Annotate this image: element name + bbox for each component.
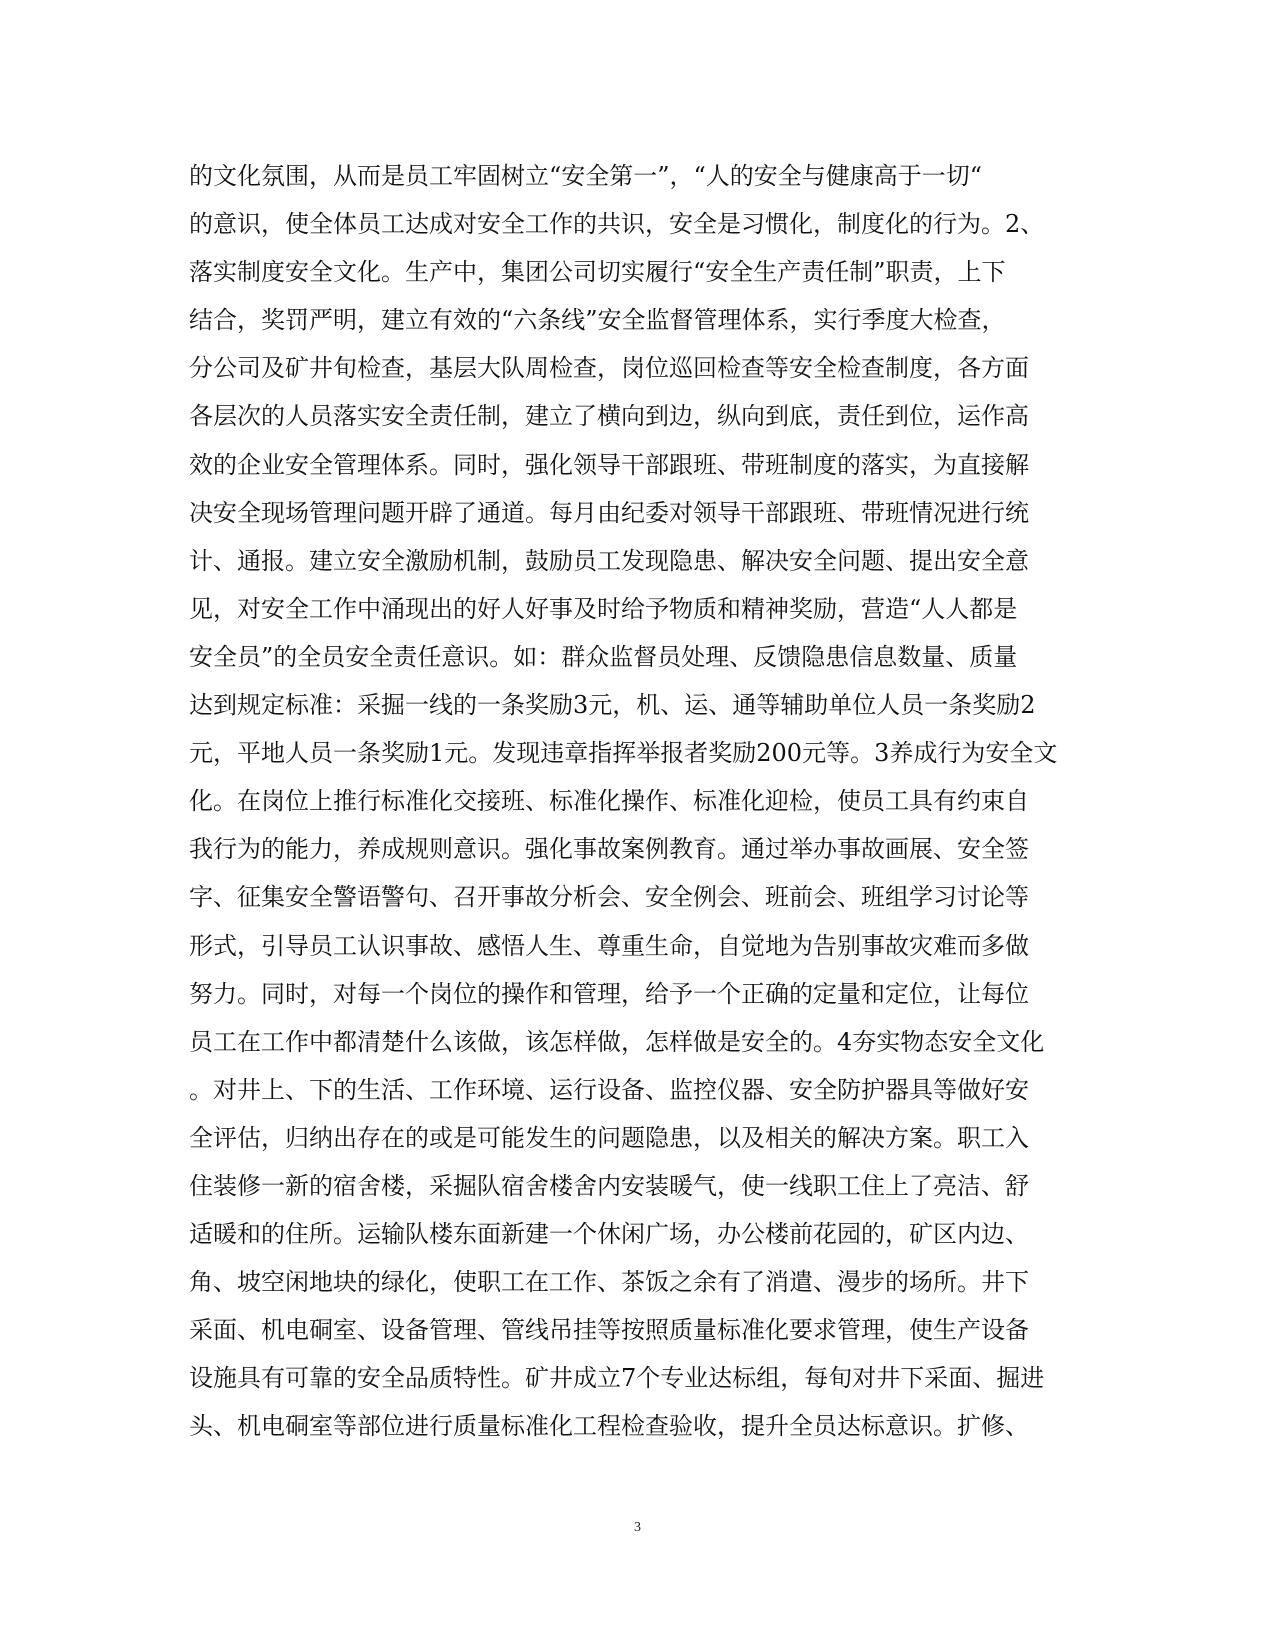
body-text	[189, 152, 1089, 1451]
text-line: 字、征集安全警语警句、召开事故分析会、安全例会、班前会、班组学习讨论等	[189, 883, 1029, 912]
text-line: 分公司及矿井旬检查，基层大队周检查，岗位巡回检查等安全检查制度，各方面	[189, 354, 1029, 383]
text-line: 全评估，归纳出存在的或是可能发生的问题隐患，以及相关的解决方案。职工入	[189, 1123, 1029, 1152]
text-line: 住装修一新的宿舍楼，采掘队宿舍楼舍内安装暖气，使一线职工住上了亮洁、舒	[189, 1171, 1029, 1200]
text-line: 化。在岗位上推行标准化交接班、标准化操作、标准化迎检，使员工具有约束自	[189, 787, 1029, 816]
text-line: 努力。同时，对每一个岗位的操作和管理，给予一个正确的定量和定位，让每位	[189, 979, 1029, 1008]
text-line: 安全员”的全员安全责任意识。如：群众监督员处理、反馈隐患信息数量、质量	[189, 642, 1018, 671]
text-line: 员工在工作中都清楚什么该做，该怎样做，怎样做是安全的。4夯实物态安全文化	[189, 1027, 1045, 1056]
text-line: 达到规定标准：采掘一线的一条奖励3元，机、运、通等辅助单位人员一条奖励2	[189, 691, 1036, 720]
text-line: 采面、机电硐室、设备管理、管线吊挂等按照质量标准化要求管理，使生产设备	[189, 1316, 1029, 1345]
text-line: 的意识，使全体员工达成对安全工作的共识，安全是习惯化，制度化的行为。2、	[189, 210, 1045, 239]
text-line: 我行为的能力，养成规则意识。强化事故案例教育。通过举办事故画展、安全签	[189, 835, 1029, 864]
text-line: 设施具有可靠的安全品质特性。矿井成立7个专业达标组，每旬对井下采面、掘进	[189, 1364, 1045, 1393]
text-line: 各层次的人员落实安全责任制，建立了横向到边，纵向到底，责任到位，运作高	[189, 402, 1029, 431]
text-line: 形式，引导员工认识事故、感悟人生、尊重生命，自觉地为告别事故灾难而多做	[189, 931, 1029, 960]
text-line: 决安全现场管理问题开辟了通道。每月由纪委对领导干部跟班、带班情况进行统	[189, 498, 1029, 527]
text-line: 。对井上、下的生活、工作环境、运行设备、监控仪器、安全防护器具等做好安	[189, 1075, 1029, 1104]
text-line: 角、坡空闲地块的绿化，使职工在工作、茶饭之余有了消遣、漫步的场所。井下	[189, 1268, 1029, 1297]
text-line: 的文化氛围，从而是员工牢固树立“安全第一”，“人的安全与健康高于一切“	[189, 162, 983, 190]
text-line: 元，平地人员一条奖励1元。发现违章指挥举报者奖励200元等。3养成行为安全文	[189, 739, 1058, 768]
page-number: 3	[634, 1520, 641, 1535]
text-line: 见，对安全工作中涌现出的好人好事及时给予物质和精神奖励，营造“人人都是	[189, 594, 1018, 623]
text-line: 计、通报。建立安全激励机制，鼓励员工发现隐患、解决安全问题、提出安全意	[189, 546, 1029, 575]
text-line: 结合，奖罚严明，建立有效的“六条线”安全监督管理体系，实行季度大检查，	[189, 306, 1006, 335]
text-line: 落实制度安全文化。生产中，集团公司切实履行“安全生产责任制”职责，上下	[189, 258, 1006, 287]
text-line: 效的企业安全管理体系。同时，强化领导干部跟班、带班制度的落实，为直接解	[189, 450, 1029, 479]
text-line: 适暖和的住所。运输队楼东面新建一个休闲广场，办公楼前花园的，矿区内边、	[189, 1220, 1029, 1249]
text-line: 头、机电硐室等部位进行质量标准化工程检查验收，提升全员达标意识。扩修、	[189, 1412, 1029, 1441]
